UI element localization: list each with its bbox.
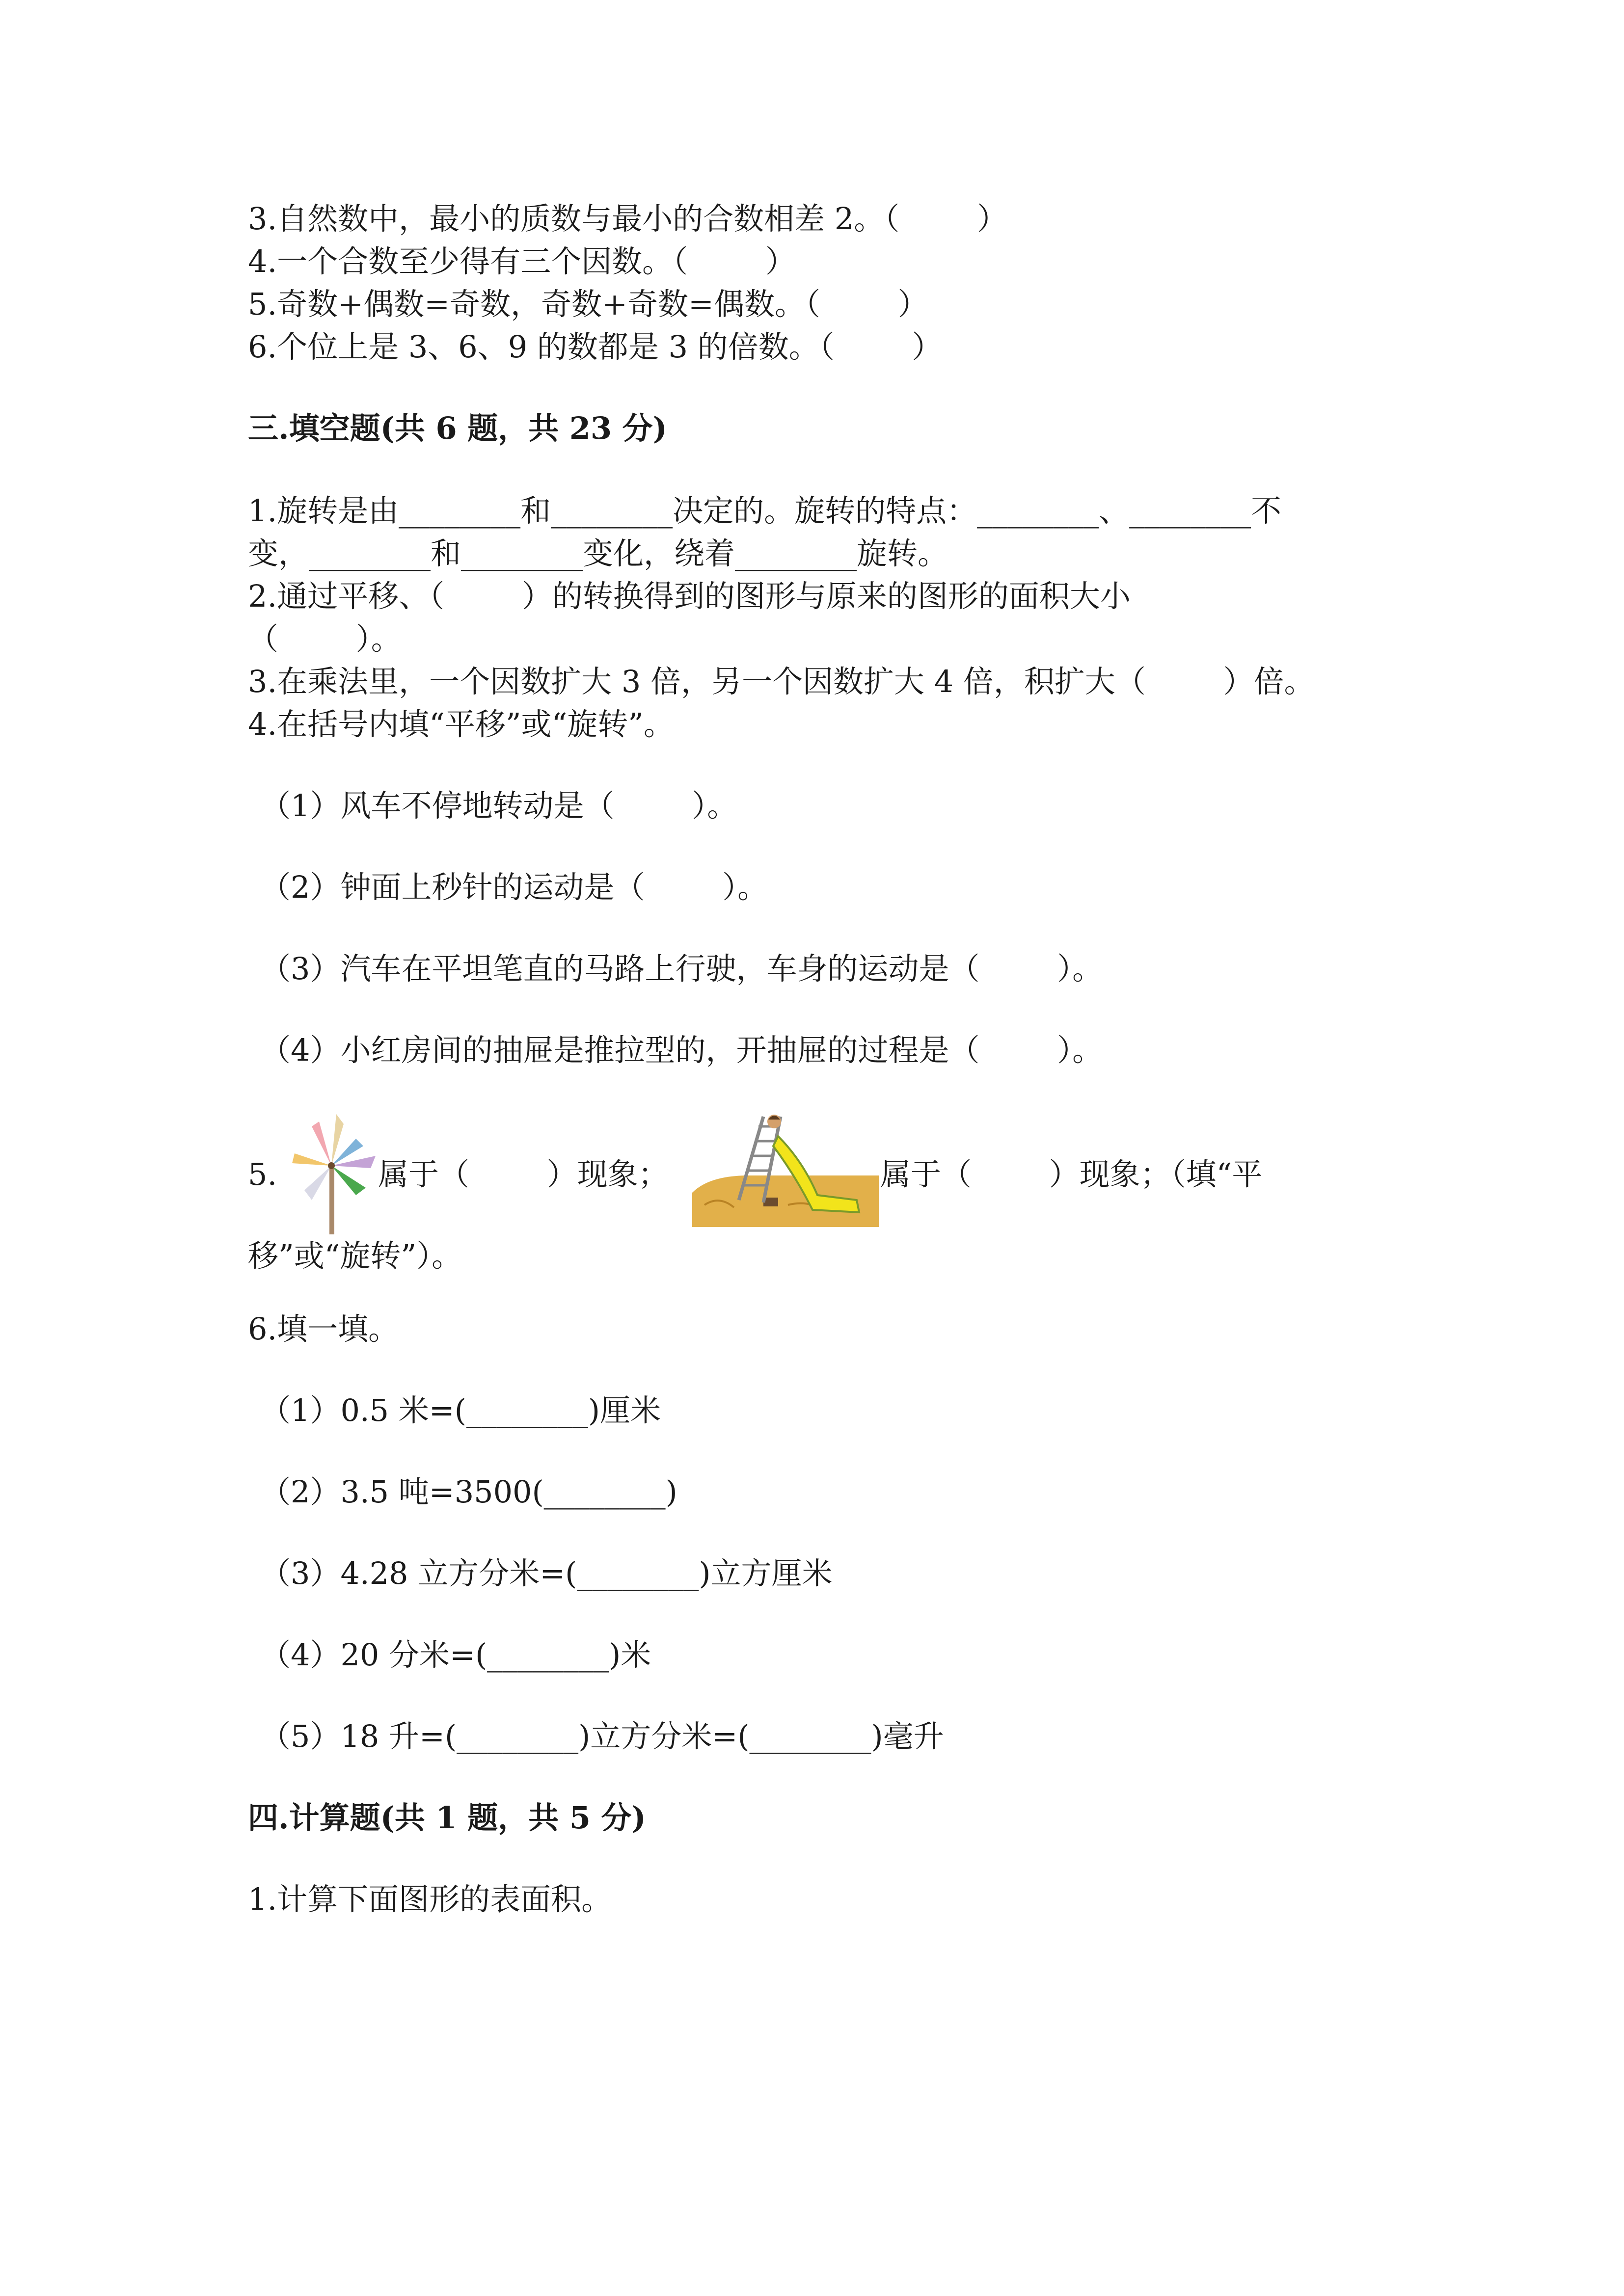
fill-q5-line2: 移”或“旋转”）。 (248, 1238, 462, 1274)
fill-q6: 6.填一填。 (248, 1311, 399, 1347)
fill-q2-line1: 2.通过平移、（ ）的转换得到的图形与原来的图形的面积大小 (248, 578, 1131, 614)
fill-q5-number: 5. (248, 1156, 277, 1192)
judgement-item-6: 6.个位上是 3、6、9 的数都是 3 的倍数。（ ） (248, 329, 943, 365)
fill-q4-item-4: （4）小红房间的抽屉是推拉型的，开抽屉的过程是（ ）。 (260, 1032, 1103, 1068)
fill-q1-line1: 1.旋转是由________和________决定的。旋转的特点：________、________不 (248, 493, 1282, 529)
fill-q1-line2: 变，________和________变化，绕着________旋转。 (248, 535, 948, 571)
judgement-item-3: 3.自然数中，最小的质数与最小的合数相差 2。（ ） (248, 201, 1007, 237)
fill-q6-item-5: （5）18 升=(________)立方分米=(________)毫升 (260, 1718, 944, 1754)
section-heading-fill: 三.填空题(共 6 题，共 23 分) (248, 410, 668, 446)
judgement-item-4: 4.一个合数至少得有三个因数。（ ） (248, 243, 796, 279)
section-heading-calc: 四.计算题(共 1 题，共 5 分) (248, 1800, 646, 1836)
fill-q5-part1: 属于（ ）现象； (378, 1156, 669, 1192)
fill-q4-item-2: （2）钟面上秒针的运动是（ ）。 (260, 869, 768, 905)
slide-image (690, 1107, 879, 1227)
fill-q6-item-2: （2）3.5 吨=3500(________) (260, 1474, 677, 1510)
pinwheel-image (282, 1109, 380, 1237)
fill-q6-item-3: （3）4.28 立方分米=(________)立方厘米 (260, 1555, 833, 1591)
fill-q3: 3.在乘法里，一个因数扩大 3 倍，另一个因数扩大 4 倍，积扩大（ ）倍。 (248, 664, 1315, 699)
judgement-item-5: 5.奇数+偶数=奇数，奇数+奇数=偶数。（ ） (248, 286, 928, 322)
fill-q5-part2: 属于（ ）现象；（填“平 (880, 1156, 1263, 1192)
fill-q6-item-1: （1）0.5 米=(________)厘米 (260, 1392, 661, 1428)
fill-q6-item-4: （4）20 分米=(________)米 (260, 1637, 651, 1673)
fill-q4-item-1: （1）风车不停地转动是（ ）。 (260, 788, 738, 824)
fill-q2-line2: （ ）。 (248, 621, 402, 657)
fill-q4-item-3: （3）汽车在平坦笔直的马路上行驶，车身的运动是（ ）。 (260, 951, 1103, 987)
fill-q4: 4.在括号内填“平移”或“旋转”。 (248, 706, 674, 742)
calc-q1: 1.计算下面图形的表面积。 (248, 1881, 612, 1917)
